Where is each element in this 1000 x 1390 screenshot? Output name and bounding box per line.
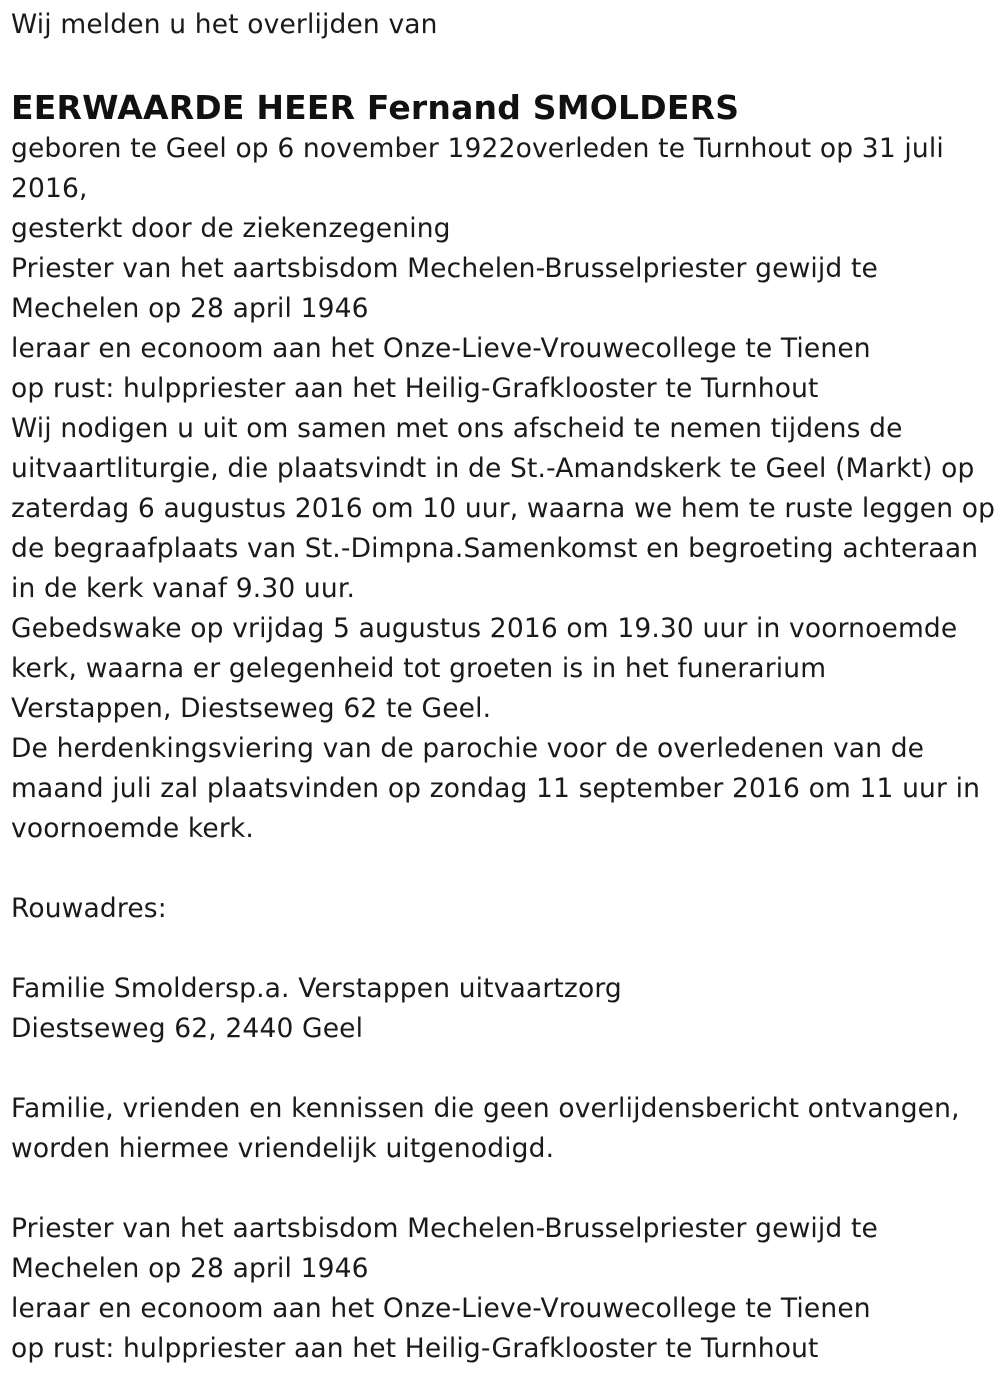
invitation-line: Familie, vrienden en kennissen die geen overlijdensbericht ontvangen,: [11, 1093, 960, 1124]
detail-line: uitvaartliturgie, die plaatsvindt in de St.-Amandskerk te Geel (Markt) op: [11, 453, 975, 484]
spacer: [11, 929, 991, 969]
footer-line: Priester van het aartsbisdom Mechelen-Brusselpriester gewijd te: [11, 1213, 878, 1244]
detail-line: Priester van het aartsbisdom Mechelen-Brusselpriester gewijd te: [11, 253, 878, 284]
detail-line: voornoemde kerk.: [11, 813, 254, 844]
invitation-text: [11, 1089, 991, 1169]
detail-line: De herdenkingsviering van de parochie voor de overledenen van de: [11, 733, 925, 764]
intro-text: Wij melden u het overlijden van: [11, 9, 438, 40]
spacer: [11, 849, 991, 889]
obituary-notice: [11, 5, 996, 1369]
detail-line: maand juli zal plaatsvinden op zondag 11 september 2016 om 11 uur in: [11, 773, 981, 804]
footer-line: Mechelen op 28 april 1946: [11, 1253, 369, 1284]
spacer: [11, 1049, 991, 1089]
detail-line: Gebedswake op vrijdag 5 augustus 2016 om 19.30 uur in voornoemde: [11, 613, 958, 644]
address-label: Rouwadres:: [11, 893, 167, 924]
obituary-details: [11, 129, 996, 849]
footer-details: [11, 1209, 991, 1369]
detail-line: gesterkt door de ziekenzegening: [11, 213, 451, 244]
detail-line: 2016,: [11, 173, 88, 204]
detail-line: geboren te Geel op 6 november 1922overleden te Turnhout op 31 juli: [11, 133, 944, 164]
detail-line: kerk, waarna er gelegenheid tot groeten is in het funerarium: [11, 653, 827, 684]
detail-line: zaterdag 6 augustus 2016 om 10 uur, waarna we hem te ruste leggen op: [11, 493, 996, 524]
detail-line: Verstappen, Diestseweg 62 te Geel.: [11, 693, 492, 724]
address-line: Familie Smoldersp.a. Verstappen uitvaartzorg: [11, 973, 622, 1004]
spacer: [11, 1169, 991, 1209]
detail-line: op rust: hulppriester aan het Heilig-Grafklooster te Turnhout: [11, 373, 819, 404]
detail-line: leraar en econoom aan het Onze-Lieve-Vrouwecollege te Tienen: [11, 333, 871, 364]
invitation-line: worden hiermee vriendelijk uitgenodigd.: [11, 1133, 555, 1164]
address-line: Diestseweg 62, 2440 Geel: [11, 1013, 364, 1044]
mourning-address: [11, 969, 991, 1049]
detail-line: de begraafplaats van St.-Dimpna.Samenkomst en begroeting achteraan: [11, 533, 979, 564]
deceased-name: EERWAARDE HEER Fernand SMOLDERS: [11, 88, 740, 127]
detail-line: in de kerk vanaf 9.30 uur.: [11, 573, 356, 604]
footer-line: leraar en econoom aan het Onze-Lieve-Vrouwecollege te Tienen: [11, 1293, 871, 1324]
footer-line: op rust: hulppriester aan het Heilig-Grafklooster te Turnhout: [11, 1333, 819, 1364]
detail-line: Mechelen op 28 april 1946: [11, 293, 369, 324]
detail-line: Wij nodigen u uit om samen met ons afscheid te nemen tijdens de: [11, 413, 903, 444]
